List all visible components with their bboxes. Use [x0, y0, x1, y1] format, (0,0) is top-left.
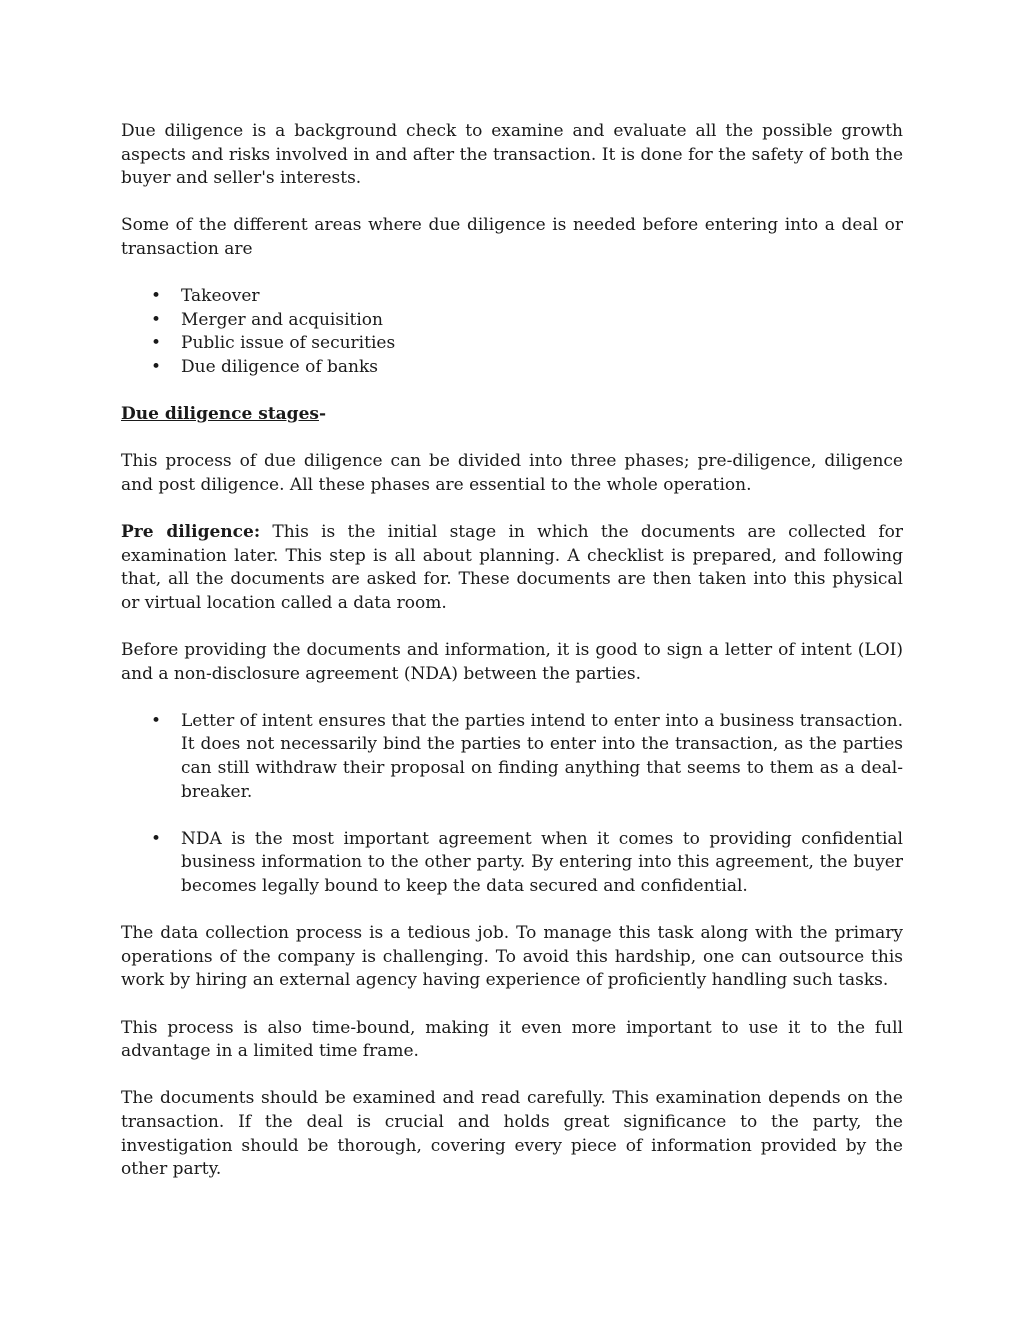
list-item-text: Due diligence of banks: [181, 356, 379, 377]
list-item: [121, 332, 903, 356]
time-bound-paragraph: This process is also time-bound, making it even more important to use it to the full advantage in a limited time frame.: [121, 1017, 903, 1062]
list-item: [121, 309, 903, 333]
list-item: [121, 285, 903, 309]
bullet-icon: •: [151, 309, 162, 330]
bullet-icon: •: [151, 356, 162, 377]
stages-heading-suffix: -: [318, 404, 327, 425]
bullet-icon: •: [151, 333, 162, 354]
list-item-text: NDA is the most important agreement when it comes to providing confidential business information to the other party. By entering into this agreement, the buyer becomes legally bound to keep the data secured and confidential.: [181, 828, 903, 896]
bullet-icon: •: [151, 710, 162, 731]
stages-heading: [121, 403, 903, 427]
stages-heading-text: Due diligence stages: [121, 404, 319, 425]
stages-paragraph: This process of due diligence can be divided into three phases; pre-diligence, diligence and post diligence. All these phases are essential to the whole operation.: [121, 451, 903, 495]
list-item: [121, 356, 903, 380]
loi-nda-paragraph: Before providing the documents and information, it is good to sign a letter of intent (LOI) and a non-disclosure agreement (NDA) between the parties.: [121, 640, 903, 684]
intro-paragraph: Due diligence is a background check to examine and evaluate all the possible growth aspects and risks involved in and after the transaction. It is done for the safety of both the buyer and seller's interests.: [121, 121, 903, 189]
list-item: [121, 710, 903, 804]
list-item-text: Letter of intent ensures that the parties intend to enter into a business transaction. It does not necessarily bind the parties to enter into the transaction, as the parties can still withdraw their proposal on finding anything that seems to them as a deal-breaker.: [181, 710, 903, 802]
areas-intro-paragraph: Some of the different areas where due diligence is needed before entering into a deal or transaction are: [121, 215, 903, 259]
bullet-icon: •: [151, 828, 162, 849]
list-item-text: Merger and acquisition: [181, 309, 383, 330]
bullet-icon: •: [151, 286, 162, 307]
document-page: [121, 120, 903, 1205]
examination-paragraph: The documents should be examined and read carefully. This examination depends on the transaction. If the deal is crucial and holds great significance to the party, the investigation should be thorough, covering every piece of information provided by the other party.: [121, 1088, 903, 1180]
pre-diligence-text: This is the initial stage in which the documents are collected for examination later. This step is all about planning. A checklist is prepared, and following that, all the documents are asked for. These documents are then taken into this physical or virtual location called a data room.: [121, 522, 903, 613]
pre-diligence-label: Pre diligence:: [121, 522, 261, 543]
list-item-text: Takeover: [181, 286, 260, 307]
list-item-text: Public issue of securities: [181, 333, 396, 354]
agreements-list: [121, 710, 903, 899]
list-item: [121, 828, 903, 899]
areas-list: [121, 285, 903, 379]
pre-diligence-paragraph: [121, 521, 903, 615]
data-collection-paragraph: The data collection process is a tedious job. To manage this task along with the primary operations of the company is challenging. To avoid this hardship, one can outsource this work by hiring an external agency having experience of proficiently handling such tasks.: [121, 923, 903, 991]
